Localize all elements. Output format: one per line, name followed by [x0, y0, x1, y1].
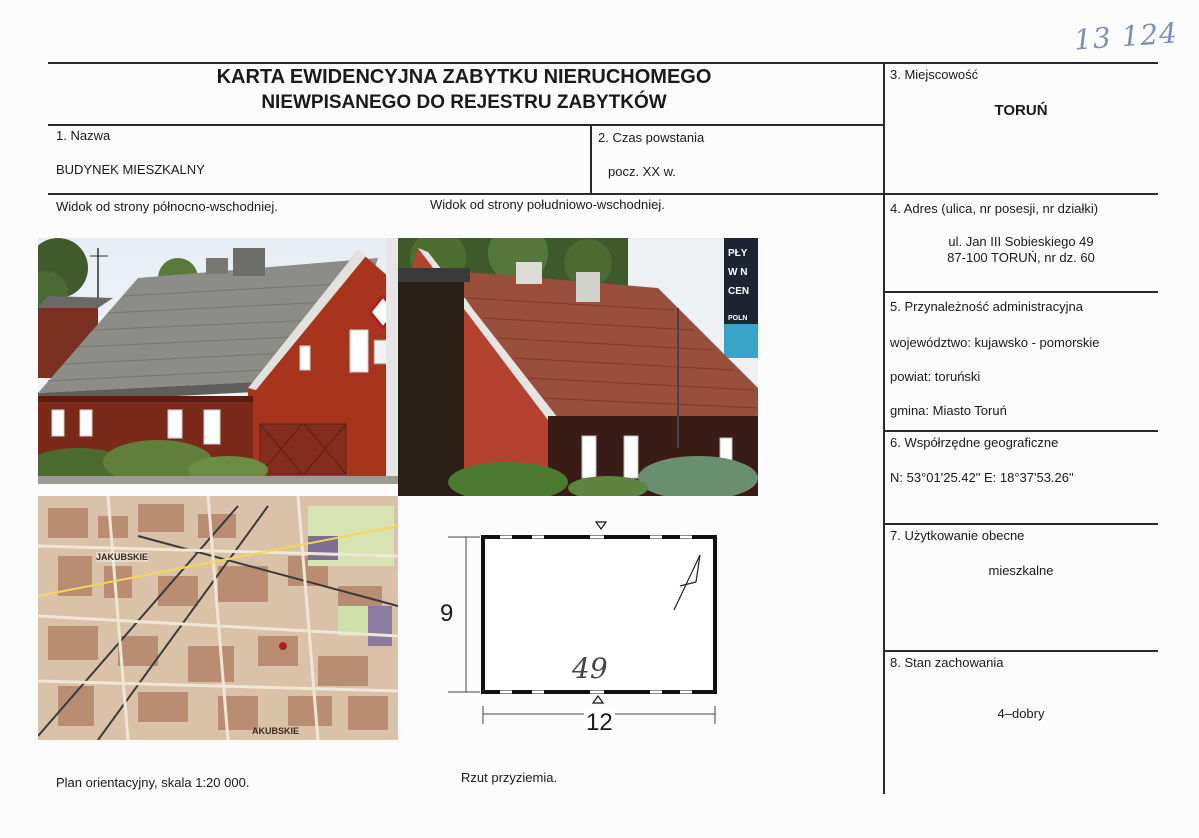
photo-north-east [38, 238, 398, 484]
locality-label: 3. Miejscowość [890, 67, 979, 82]
sign-line-1: PŁY [728, 248, 748, 259]
frame-right-7 [884, 650, 1158, 652]
locality-value: TORUŃ [994, 102, 1048, 119]
plan-height-label: 9 [440, 600, 454, 627]
coords-value: N: 53°01'25.42" E: 18°37'53.26" [890, 470, 1074, 485]
card-subtitle: NIEWPISANEGO DO REJESTRU ZABYTKÓW [261, 92, 667, 113]
use-label: 7. Użytkowanie obecne [890, 528, 1025, 543]
inventory-number: 13 124 [1072, 16, 1180, 57]
photo-caption-sw: Widok od strony południowo-wschodniej. [430, 197, 665, 212]
ground-plan [400, 500, 750, 750]
address-line2: 87-100 TORUŃ, nr dz. 60 [947, 250, 1095, 265]
sign-line-4: POLN [728, 315, 748, 322]
name-label: 1. Nazwa [56, 128, 111, 143]
frame-right-5 [884, 430, 1158, 432]
sign-line-3: CEN [728, 286, 750, 297]
period-label: 2. Czas powstania [598, 130, 705, 145]
admin-county: powiat: toruński [890, 369, 981, 384]
plan-house-number: 49 [572, 652, 608, 685]
address-line1: ul. Jan III Sobieskiego 49 [948, 234, 1094, 249]
map-label-1: JAKUBSKIE [96, 552, 149, 562]
frame-row1-bottom [48, 193, 1158, 195]
name-value: BUDYNEK MIESZKALNY [56, 162, 205, 177]
sign-text [728, 244, 758, 328]
card-title: KARTA EWIDENCYJNA ZABYTKU NIERUCHOMEGO [216, 66, 712, 88]
sign-line-2: W N [728, 267, 748, 278]
frame-title-bottom [48, 124, 884, 126]
period-value: pocz. XX w. [608, 164, 676, 179]
map-label-2: AKUBSKIE [252, 726, 300, 736]
frame-right-4 [884, 291, 1158, 293]
plan-width-label: 12 [586, 709, 613, 736]
admin-commune: gmina: Miasto Toruń [890, 403, 1007, 418]
photo-caption-ne: Widok od strony północno-wschodniej. [56, 199, 278, 214]
address-label: 4. Adres (ulica, nr posesji, nr działki) [890, 201, 1099, 216]
orientation-map [38, 496, 398, 740]
admin-voivodeship: województwo: kujawsko - pomorskie [890, 335, 1100, 350]
admin-label: 5. Przynależność administracyjna [890, 299, 1083, 314]
frame-main-divider [883, 62, 885, 794]
coords-label: 6. Współrzędne geograficzne [890, 435, 1059, 450]
frame-top [48, 62, 1158, 64]
plan-caption: Rzut przyziemia. [461, 770, 558, 785]
frame-right-6 [884, 523, 1158, 525]
condition-label: 8. Stan zachowania [890, 655, 1004, 670]
photo-south-west [398, 238, 758, 496]
condition-value: 4–dobry [997, 706, 1045, 721]
use-value: mieszkalne [988, 563, 1054, 578]
frame-name-period-divider [590, 124, 592, 194]
map-caption: Plan orientacyjny, skala 1:20 000. [56, 775, 250, 790]
